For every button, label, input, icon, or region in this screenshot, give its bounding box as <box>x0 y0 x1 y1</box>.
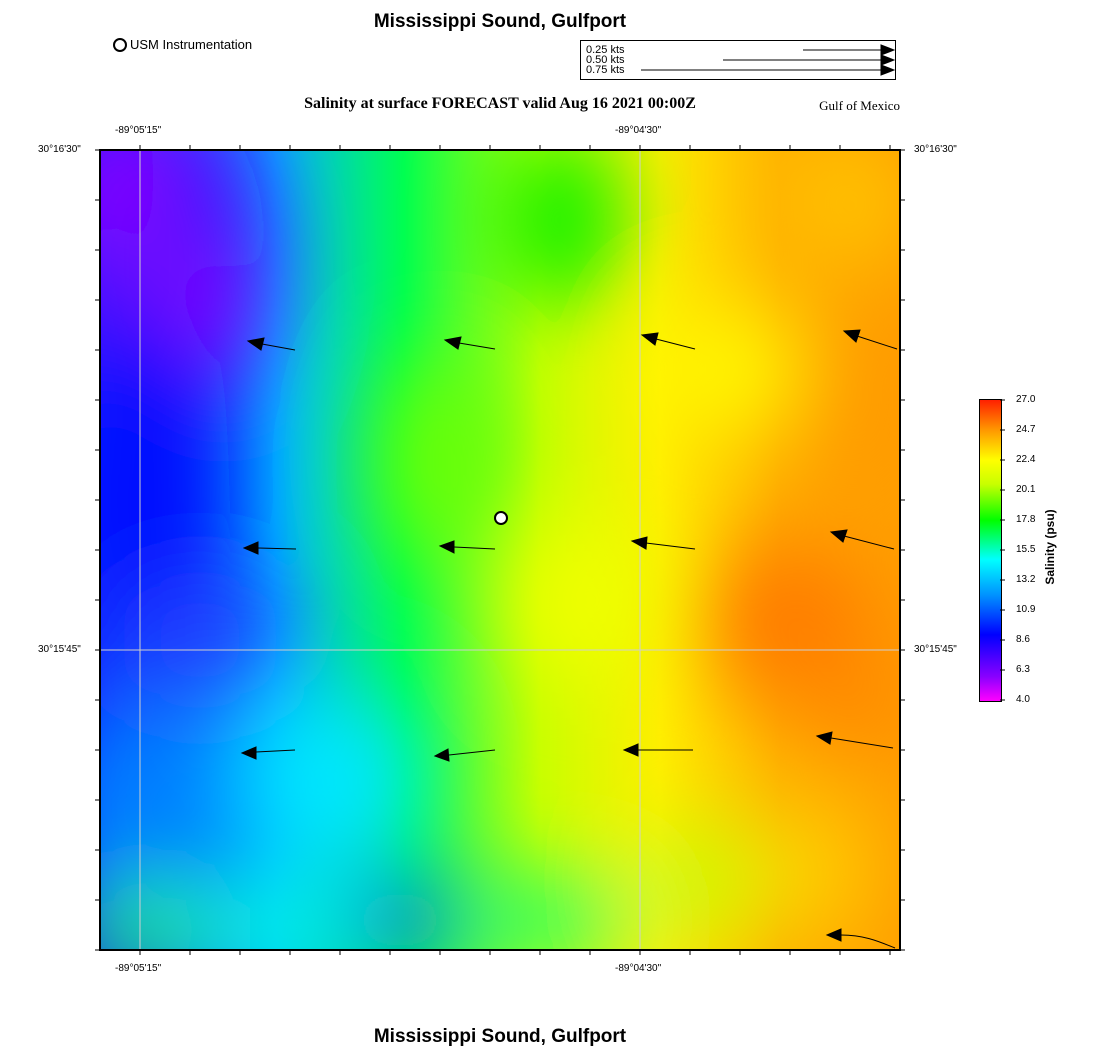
salinity-colorbar <box>979 399 1002 702</box>
lat-tick-label: 30°16'30" <box>38 144 81 155</box>
colorbar-tick: 20.1 <box>1016 484 1036 495</box>
lat-tick-label: 30°16'30" <box>914 144 957 155</box>
vector-scale-label: 0.50 kts <box>586 54 625 66</box>
map-title: Mississippi Sound, Gulfport <box>373 11 627 32</box>
lat-tick-label: 30°15'45" <box>38 644 81 655</box>
marker-legend-label: USM Instrumentation <box>130 37 253 52</box>
lon-tick-label: -89°04'30" <box>615 963 662 974</box>
colorbar-tick: 27.0 <box>1016 394 1036 405</box>
lat-tick-label: 30°15'45" <box>914 644 957 655</box>
lon-tick-label: -89°04'30" <box>615 125 662 136</box>
colorbar-title: Salinity (psu) <box>1043 509 1057 585</box>
map-subtitle: Salinity at surface FORECAST valid Aug 16 2021 00:00Z <box>304 95 696 112</box>
colorbar-tick: 22.4 <box>1016 454 1036 465</box>
region-label: Gulf of Mexico <box>819 98 900 113</box>
colorbar-tick: 8.6 <box>1016 634 1030 645</box>
colorbar-tick: 10.9 <box>1016 604 1036 615</box>
colorbar-tick: 15.5 <box>1016 544 1036 555</box>
colorbar-tick: 4.0 <box>1016 694 1030 705</box>
lon-tick-label: -89°05'15" <box>115 125 162 136</box>
colorbar-tick: 6.3 <box>1016 664 1030 675</box>
salinity-field <box>30 80 920 970</box>
colorbar-tick: 13.2 <box>1016 574 1036 585</box>
map-title-bottom: Mississippi Sound, Gulfport <box>373 1026 627 1047</box>
lon-tick-label: -89°05'15" <box>115 963 162 974</box>
colorbar-tick: 24.7 <box>1016 424 1036 435</box>
vector-scale-label: 0.25 kts <box>586 44 625 56</box>
instrument-marker[interactable] <box>495 512 507 524</box>
vector-scale-label: 0.75 kts <box>586 64 625 76</box>
colorbar-ticks <box>1000 399 1006 702</box>
colorbar-tick: 17.8 <box>1016 514 1036 525</box>
